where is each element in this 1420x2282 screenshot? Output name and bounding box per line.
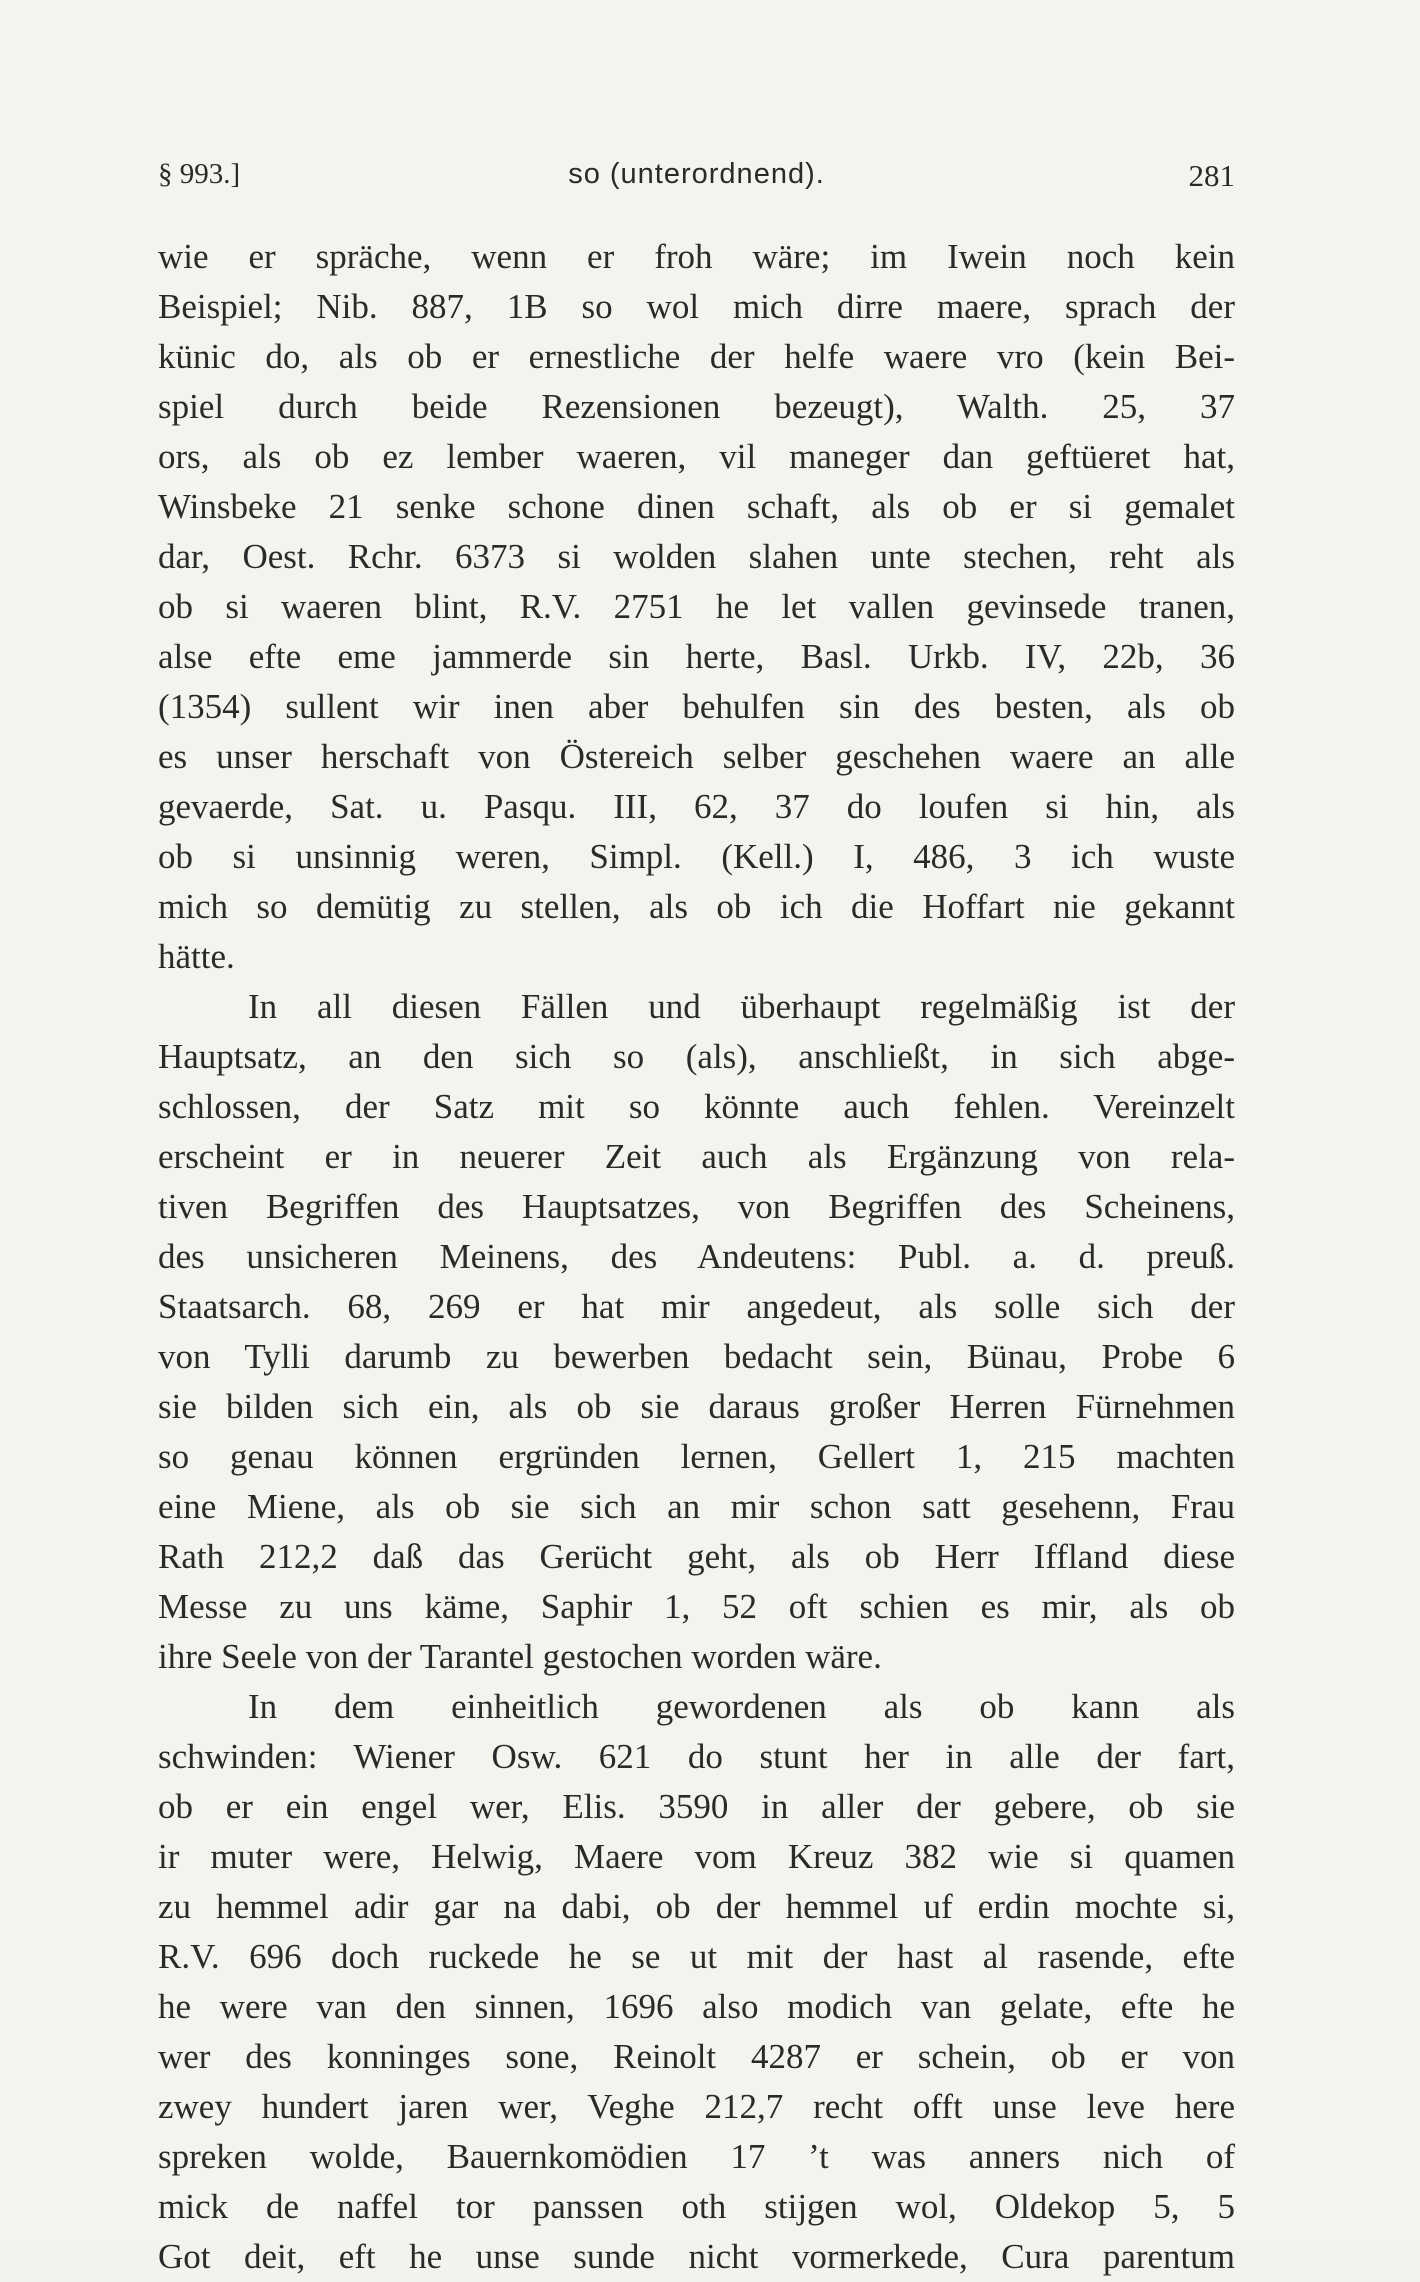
page-number: 281 [1188,158,1235,193]
text-line: R.V. 696 doch ruckede he se ut mit der hast al rasende, efte [158,1937,1235,1976]
text-line: zu hemmel adir gar na dabi, ob der hemmel uf erdin mochte si, [158,1887,1235,1926]
text-line: ors, als ob ez lember waeren, vil maneger dan geftüeret hat, [158,437,1235,476]
text-line: künic do, als ob er ernestliche der helfe waere vro (kein Bei- [158,337,1235,376]
text-line: hätte. [158,937,235,976]
text-line: wer des konninges sone, Reinolt 4287 er schein, ob er von [158,2037,1235,2076]
text-line: spiel durch beide Rezensionen bezeugt), Walth. 25, 37 [158,387,1235,426]
text-line: schwinden: Wiener Osw. 621 do stunt her in alle der fart, [158,1737,1235,1776]
text-line: ob si unsinnig weren, Simpl. (Kell.) I, 486, 3 ich wuste [158,837,1235,876]
text-line: Hauptsatz, an den sich so (als), anschließt, in sich abge- [158,1037,1235,1076]
text-line: des unsicheren Meinens, des Andeutens: Publ. a. d. preuß. [158,1237,1235,1276]
text-line: es unser herschaft von Östereich selber geschehen waere an alle [158,737,1235,776]
text-line: ob er ein engel wer, Elis. 3590 in aller der gebere, ob sie [158,1787,1235,1826]
text-line: mich so demütig zu stellen, als ob ich die Hoffart nie gekannt [158,887,1235,926]
text-line: ir muter were, Helwig, Maere vom Kreuz 382 wie si quamen [158,1837,1235,1876]
text-line: Messe zu uns käme, Saphir 1, 52 oft schien es mir, als ob [158,1587,1235,1626]
text-line: gevaerde, Sat. u. Pasqu. III, 62, 37 do loufen si hin, als [158,787,1235,826]
text-line: schlossen, der Satz mit so könnte auch fehlen. Vereinzelt [158,1087,1235,1126]
text-line: ihre Seele von der Tarantel gestochen worden wäre. [158,1637,882,1676]
text-line: erscheint er in neuerer Zeit auch als Ergänzung von rela- [158,1137,1235,1176]
text-line: Rath 212,2 daß das Gerücht geht, als ob Herr Iffland diese [158,1537,1235,1576]
text-line: ob si waeren blint, R.V. 2751 he let vallen gevinsede tranen, [158,587,1235,626]
section-reference: § 993.] [158,158,241,190]
paragraph-start-line: In all diesen Fällen und überhaupt regelmäßig ist der [248,987,1235,1026]
text-line: he were van den sinnen, 1696 also modich van gelate, efte he [158,1987,1235,2026]
text-line: sie bilden sich ein, als ob sie daraus großer Herren Fürnehmen [158,1387,1235,1426]
text-line: Beispiel; Nib. 887, 1B so wol mich dirre maere, sprach der [158,287,1235,326]
text-line: Staatsarch. 68, 269 er hat mir angedeut, als solle sich der [158,1287,1235,1326]
paragraph-start-line: In dem einheitlich gewordenen als ob kann als [248,1687,1235,1726]
text-line: von Tylli darumb zu bewerben bedacht sein, Bünau, Probe 6 [158,1337,1235,1376]
text-line: tiven Begriffen des Hauptsatzes, von Begriffen des Scheinens, [158,1187,1235,1226]
text-line: Winsbeke 21 senke schone dinen schaft, als ob er si gemalet [158,487,1235,526]
text-line: dar, Oest. Rchr. 6373 si wolden slahen unte stechen, reht als [158,537,1235,576]
text-line: zwey hundert jaren wer, Veghe 212,7 recht offt unse leve here [158,2087,1235,2126]
text-line: (1354) sullent wir inen aber behulfen sin des besten, als ob [158,687,1235,726]
text-line: eine Miene, als ob sie sich an mir schon satt gesehenn, Frau [158,1487,1235,1526]
text-line: wie er spräche, wenn er froh wäre; im Iwein noch kein [158,237,1235,276]
text-line: mick de naffel tor panssen oth stijgen wol, Oldekop 5, 5 [158,2187,1235,2226]
running-title: so (unterordnend). [568,158,825,190]
text-line: Got deit, eft he unse sunde nicht vormerkede, Cura parentum [158,2237,1235,2276]
text-line: alse efte eme jammerde sin herte, Basl. Urkb. IV, 22b, 36 [158,637,1235,676]
page-header [158,158,1235,202]
body-text [158,232,1235,2282]
text-line: so genau können ergründen lernen, Gellert 1, 215 machten [158,1437,1235,1476]
text-line: spreken wolde, Bauernkomödien 17 ’t was anners nich of [158,2137,1235,2176]
